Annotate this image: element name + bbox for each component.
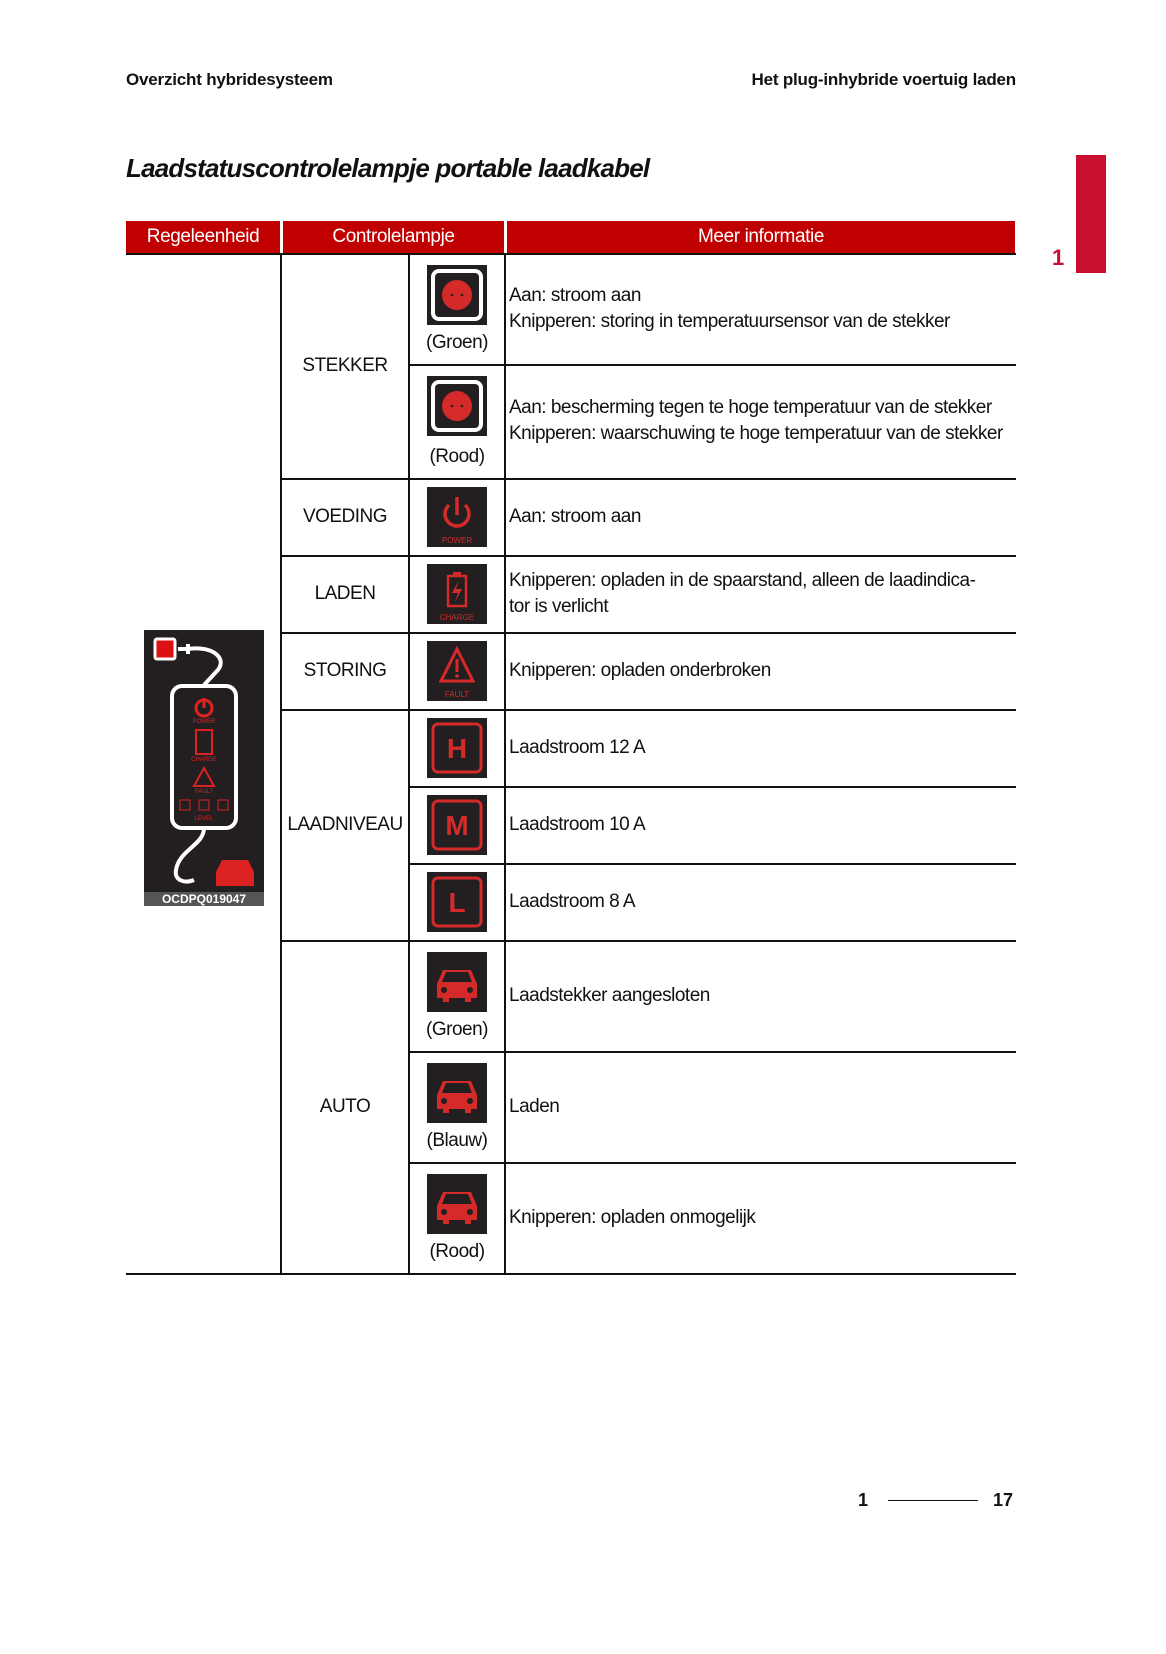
charge-icon (427, 564, 487, 624)
svg-text:H: H (446, 732, 468, 764)
power-icon (427, 487, 487, 547)
column-divider (504, 253, 506, 1273)
letter-icon (427, 795, 487, 855)
lamp-name: LADEN (314, 582, 376, 604)
info-text: Aan: stroom aan Knipperen: storing in temperatuursensor van de stekker (509, 284, 950, 332)
lamp-name: LAADNIVEAU (287, 813, 403, 835)
table-bottom-rule (126, 1273, 1016, 1275)
chapter-tab (1076, 155, 1106, 273)
info-text: Laadstroom 8 A (509, 890, 636, 912)
column-header-controlelampje: Controlelampje (283, 221, 504, 253)
info-text: Knipperen: opladen onderbroken (509, 659, 771, 681)
footer-page-number: 17 (993, 1490, 1014, 1510)
info-text: Aan: bescherming tegen te hoge temperatuur van de stekker Knipperen: waarschuwing te hoge temperatuur van de stekker (509, 397, 1003, 444)
info-text: Laadstekker aangesloten (509, 984, 710, 1006)
lamp-color-label: (Groen) (426, 1019, 488, 1040)
info-text: Knipperen: opladen in de spaarstand, alleen de laadindica- tor is verlicht (509, 569, 976, 617)
svg-text:FAULT: FAULT (194, 789, 214, 795)
footer-divider (888, 1500, 978, 1501)
svg-text:POWER: POWER (441, 535, 473, 545)
column-header-regeleenheid: Regeleenheid (126, 221, 280, 253)
lamp-color-label: (Rood) (429, 446, 485, 467)
svg-text:L: L (448, 886, 466, 918)
lamp-color-label: (Groen) (426, 332, 488, 353)
car-icon (427, 952, 487, 1012)
info-text: Knipperen: opladen onmogelijk (509, 1206, 756, 1228)
image-caption: OCDPQ019047 (144, 892, 264, 906)
svg-text:FAULT: FAULT (444, 689, 470, 699)
chapter-tab-number: 1 (1052, 245, 1065, 270)
svg-text:CHARGE: CHARGE (439, 612, 475, 622)
svg-text:POWER: POWER (192, 719, 216, 725)
charging-cable-illustration (144, 630, 264, 892)
info-text: Laadstroom 12 A (509, 736, 646, 758)
column-header-meer-informatie: Meer informatie (507, 221, 1015, 253)
car-icon (427, 1174, 487, 1234)
svg-text:LEVEL: LEVEL (194, 816, 214, 822)
car-icon (427, 1063, 487, 1123)
lamp-color-label: (Blauw) (426, 1130, 488, 1151)
svg-text:CHARGE: CHARGE (191, 757, 217, 763)
column-divider (280, 253, 282, 1273)
page-title: Laadstatuscontrolelampje portable laadkabel (126, 153, 650, 183)
letter-icon (427, 718, 487, 778)
header-chapter: Het plug-inhybride voertuig laden (751, 70, 1016, 89)
column-divider (408, 253, 410, 1273)
lamp-name: STORING (303, 659, 387, 681)
lamp-name: VOEDING (302, 505, 388, 527)
control-unit-image (144, 630, 264, 906)
lamp-name: AUTO (319, 1095, 371, 1117)
info-text: Laden (509, 1095, 560, 1117)
svg-text:M: M (445, 809, 469, 841)
lamp-color-label: (Rood) (429, 1241, 485, 1262)
plug-icon (427, 265, 487, 325)
info-text: Laadstroom 10 A (509, 813, 646, 835)
lamp-name: STEKKER (302, 354, 388, 376)
letter-icon (427, 872, 487, 932)
header-section: Overzicht hybridesysteem (126, 70, 333, 89)
info-text: Aan: stroom aan (509, 505, 641, 527)
fault-icon (427, 641, 487, 701)
plug-icon (427, 376, 487, 436)
footer-chapter: 1 (858, 1490, 869, 1510)
